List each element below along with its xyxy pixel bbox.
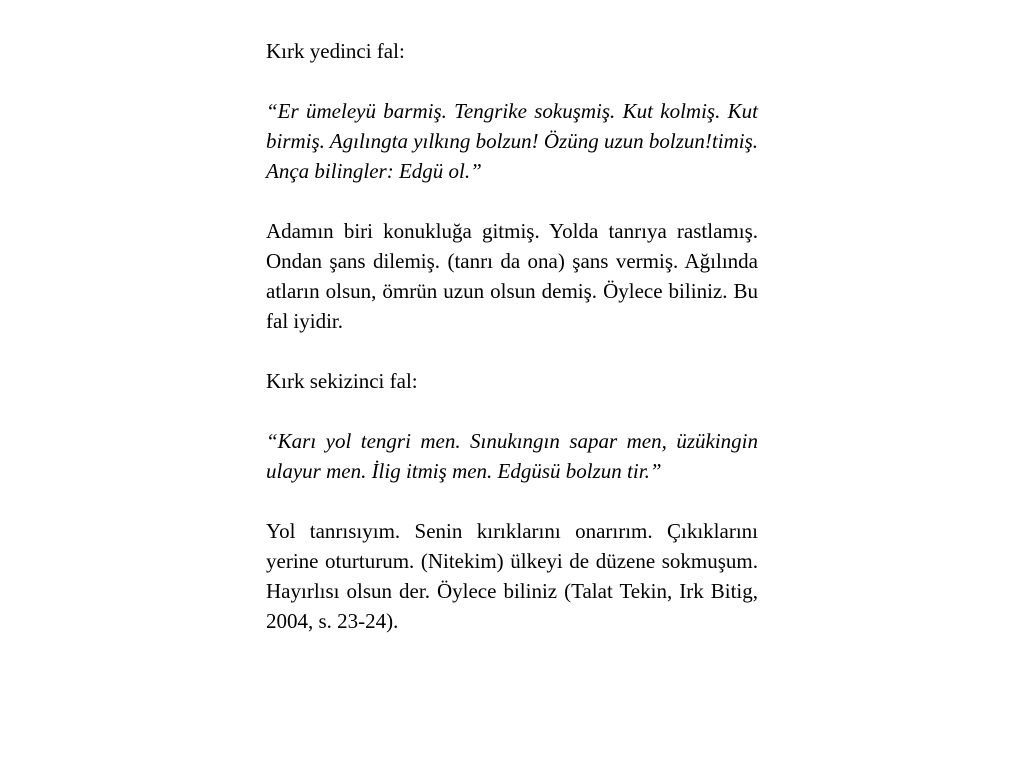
section-heading-47: Kırk yedinci fal: [266, 39, 405, 63]
document-page [266, 36, 758, 636]
old-turkic-quote-47: “Er ümeleyü barmiş. Tengrike sokuşmiş. Kut kolmiş. Kut birmiş. Agılıngta yılkıng bolzun! Özüng uzun bolzun!timiş. Ança bilingler: Edgü ol.” [266, 99, 758, 183]
translation-paragraph-47: Adamın biri konukluğa gitmiş. Yolda tanrıya rastlamış. Ondan şans dilemiş. (tanrı da ona) şans vermiş. Ağılında atların olsun, ömrün uzun olsun demiş. Öylece biliniz. Bu fal iyidir. [266, 219, 758, 333]
old-turkic-quote-48: “Karı yol tengri men. Sınukıngın sapar men, üzükingin ulayur men. İlig itmiş men. Edgüsü bolzun tir.” [266, 429, 758, 483]
section-heading-48: Kırk sekizinci fal: [266, 369, 418, 393]
translation-paragraph-48: Yol tanrısıyım. Senin kırıklarını onarırım. Çıkıklarını yerine oturturum. (Nitekim) ülkeyi de düzene sokmuşum. Hayırlısı olsun der. Öylece biliniz (Talat Tekin, Irk Bitig, 2004, s. 23-24). [266, 519, 758, 633]
